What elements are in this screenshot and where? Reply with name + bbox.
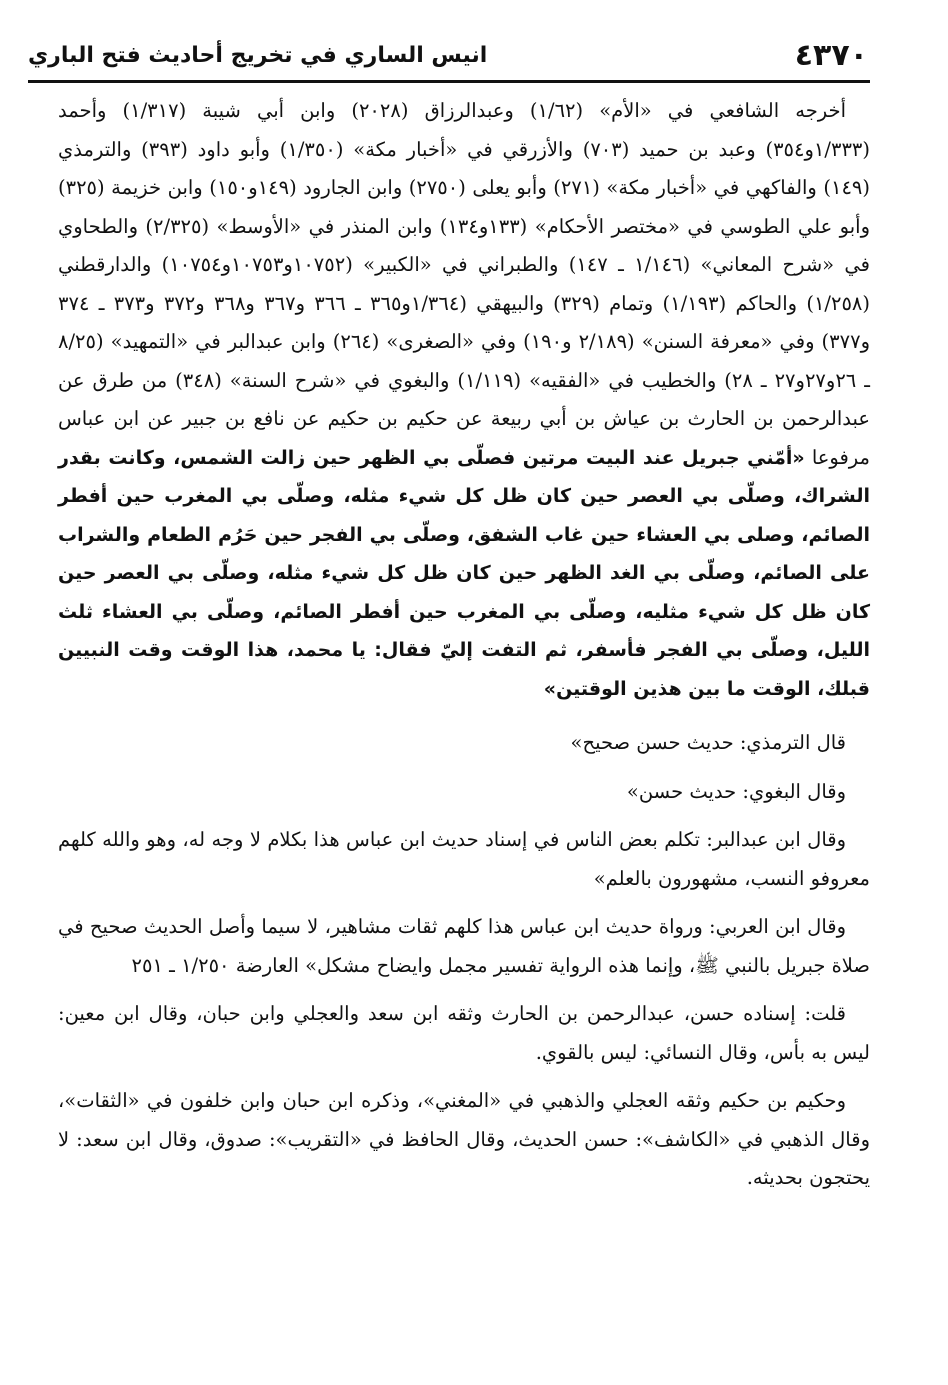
body-text <box>58 92 870 1208</box>
author-note-isnad: قلت: إسناده حسن، عبدالرحمن بن الحارث وثقه ابن سعد والعجلي وابن حبان، وقال ابن معين: ليس به بأس، وقال النسائي: ليس بالقوي. <box>58 1002 870 1064</box>
takhrij-paragraph <box>58 92 870 708</box>
header-rule <box>28 80 870 83</box>
ibn-abdulbarr-verdict: وقال ابن عبدالبر: تكلم بعض الناس في إسناد حديث ابن عباس هذا بكلام لا وجه له، وهو والله كلهم معروفو النسب، مشهورون بالعلم» <box>58 828 870 890</box>
author-note-hakim: وحكيم بن حكيم وثقه العجلي والذهبي في «المغني»، وذكره ابن حبان وابن خلفون في «الثقات»، وقال الذهبي في «الكاشف»: حسن الحديث، وقال الحافظ في «التقريب»: صدوق، وقال ابن سعد: لا يحتجون بحديثه. <box>58 1089 870 1189</box>
page-number: ٤٣٧٠ <box>794 38 868 73</box>
hadith-text: «أمّني جبريل عند البيت مرتين فصلّى بي الظهر حين زالت الشمس، وكانت بقدر الشراك، وصلّى بي العصر حين كان ظل كل شيء مثله، وصلّى بي المغرب حين أفطر الصائم، وصلى بي العشاء حين غاب الشفق، وصلّى بي الفجر حين حَرُم الطعام والشراب على الصائم، وصلّى بي الغد الظهر حين كان ظل كل شيء مثله، وصلّى بي العصر حين كان ظل كل شيء مثليه، وصلّى بي المغرب حين أفطر الصائم، وصلّى بي العشاء ثلث الليل، وصلّى بي الفجر فأسفر، ثم التفت إليّ فقال: يا محمد، هذا الوقت وقت النبيين قبلك، الوقت ما بين هذين الوقتين» <box>58 446 870 700</box>
takhrij-sources: أخرجه الشافعي في «الأم» (١/٦٢) وعبدالرزاق (٢٠٢٨) وابن أبي شيبة (١/٣١٧) وأحمد (١/٣٣٣و٣٥٤) وعبد بن حميد (٧٠٣) والأزرقي في «أخبار مكة» (١/٣٥٠) وأبو داود (٣٩٣) والترمذي (١٤٩) والفاكهي في «أخبار مكة» (٢٧١) وأبو يعلى (٢٧٥٠) وابن الجارود (١٤٩و١٥٠) وابن خزيمة (٣٢٥) وأبو علي الطوسي في «مختصر الأحكام» (١٣٣و١٣٤) وابن المنذر في «الأوسط» (٢/٣٢٥) والطحاوي في «شرح المعاني» (١/١٤٦ ـ ١٤٧) والطبراني في «الكبير» (١٠٧٥٢و١٠٧٥٣و١٠٧٥٤) والدارقطني (١/٢٥٨) والحاكم (١/١٩٣) وتمام (٣٢٩) والبيهقي (١/٣٦٤و٣٦٥ ـ ٣٦٦ و٣٦٧ و٣٦٨ و٣٧٢ و٣٧٣ ـ ٣٧٤ و٣٧٧) وفي «معرفة السنن» (٢/١٨٩ و١٩٠) وفي «الصغرى» (٢٦٤) وابن عبدالبر في «التمهيد» (٨/٢٥ ـ ٢٦و٢٧و٢٧ ـ ٢٨) والخطيب في «الفقيه» (١/١١٩) والبغوي في «شرح السنة» (٣٤٨) من طرق عن عبدالرحمن بن الحارث بن عياش بن أبي ربيعة عن حكيم بن حكيم عن نافع بن جبير عن ابن عباس مرفوعا <box>58 99 871 469</box>
running-title: انيس الساري في تخريج أحاديث فتح الباري <box>28 43 488 68</box>
tirmidhi-verdict: قال الترمذي: حديث حسن صحيح» <box>570 731 846 754</box>
ibn-alarabi-verdict: وقال ابن العربي: ورواة حديث ابن عباس هذا كلهم ثقات مشاهير، لا سيما وأصل الحديث صحيح في صلاة جبريل بالنبي ﷺ، وإنما هذه الرواية تفسير مجمل وايضاح مشكل» العارضة ١/٢٥٠ ـ ٢٥١ <box>58 915 870 977</box>
baghawi-verdict: وقال البغوي: حديث حسن» <box>626 779 846 803</box>
page-header <box>28 28 868 76</box>
